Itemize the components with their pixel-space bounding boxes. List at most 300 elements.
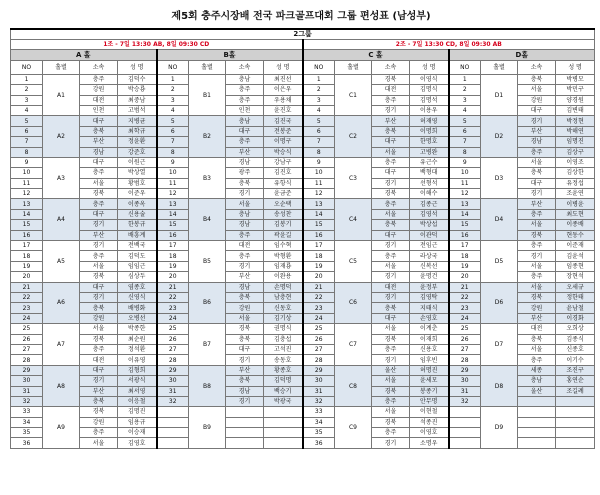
player-no: 29	[449, 365, 481, 375]
player-name: 백형대	[410, 168, 449, 178]
player-name: 이계춘	[410, 324, 449, 334]
player-name: 이병윤	[556, 199, 595, 209]
column-header: 홀별	[43, 60, 80, 74]
player-affiliation: 대구	[518, 178, 556, 188]
player-no: 29	[157, 365, 189, 375]
player-affiliation: 경북	[518, 230, 556, 240]
player-affiliation: 충북	[372, 220, 410, 230]
player-no: 15	[449, 220, 481, 230]
player-affiliation: 대구	[226, 126, 264, 136]
player-name: 윤정부	[410, 282, 449, 292]
player-no: 33	[11, 407, 43, 417]
player-no: 1	[11, 74, 43, 84]
player-name: 김봉기	[264, 220, 303, 230]
player-affiliation: 울산	[518, 386, 556, 396]
hole-label: A9	[43, 407, 80, 449]
player-affiliation: 서울	[372, 324, 410, 334]
player-no: 21	[303, 282, 335, 292]
player-no	[157, 417, 189, 427]
player-no: 3	[11, 95, 43, 105]
player-no: 8	[449, 147, 481, 157]
player-affiliation: 충주	[372, 251, 410, 261]
hole-label: A2	[43, 116, 80, 158]
player-name: 오병선	[118, 313, 157, 323]
player-name: 유정섭	[556, 178, 595, 188]
player-affiliation: 부산	[80, 386, 118, 396]
player-affiliation: 경남	[518, 137, 556, 147]
player-name: 이종배	[556, 220, 595, 230]
player-no: 16	[303, 230, 335, 240]
player-no: 6	[11, 126, 43, 136]
player-affiliation: 대전	[372, 85, 410, 95]
player-affiliation: 부산	[80, 230, 118, 240]
player-name: 고범석	[118, 105, 157, 115]
hole-label: B3	[189, 157, 226, 199]
player-affiliation: 부산	[518, 126, 556, 136]
table-row	[11, 365, 595, 375]
player-affiliation: 서울	[80, 438, 118, 448]
player-name: 김명진	[118, 407, 157, 417]
player-no: 30	[303, 376, 335, 386]
player-affiliation: 충주	[80, 344, 118, 354]
hole-label: A6	[43, 282, 80, 324]
player-affiliation: 대구	[372, 168, 410, 178]
player-no: 34	[11, 417, 43, 427]
player-name: 강준호	[118, 147, 157, 157]
document-title: 제5회 충주시장배 전국 파크골프대회 그룹 편성표 (남성부)	[171, 11, 431, 22]
hole-label: C3	[335, 157, 372, 199]
player-affiliation: 충주	[518, 355, 556, 365]
player-name: 신복선	[410, 261, 449, 271]
player-no: 23	[303, 303, 335, 313]
course-c-header: C 홀	[303, 50, 449, 60]
player-no	[449, 428, 481, 438]
player-name: 손명덕	[264, 282, 303, 292]
player-no: 23	[157, 303, 189, 313]
player-no: 28	[157, 355, 189, 365]
player-no: 18	[303, 251, 335, 261]
player-affiliation: 충북	[226, 334, 264, 344]
player-no: 35	[303, 428, 335, 438]
player-no: 3	[449, 95, 481, 105]
player-no: 32	[449, 396, 481, 406]
player-name: 이영호	[410, 428, 449, 438]
player-name: 김윤석	[556, 251, 595, 261]
player-no: 26	[11, 334, 43, 344]
player-affiliation: 경기	[80, 241, 118, 251]
player-name: 손영호	[410, 313, 449, 323]
player-name: 장현석	[556, 272, 595, 282]
group-table	[10, 28, 595, 449]
player-name: 허명진	[410, 365, 449, 375]
player-no: 20	[157, 272, 189, 282]
player-name: 남충현	[264, 292, 303, 302]
player-no	[157, 428, 189, 438]
player-name: 이영식	[410, 74, 449, 84]
column-header: 홀별	[335, 60, 372, 74]
player-no: 24	[303, 313, 335, 323]
player-no: 16	[449, 230, 481, 240]
player-affiliation: 경남	[226, 282, 264, 292]
player-affiliation: 서울	[372, 209, 410, 219]
hole-label: C9	[335, 407, 372, 449]
player-no	[449, 417, 481, 427]
player-affiliation: 충주	[80, 74, 118, 84]
player-no: 15	[11, 220, 43, 230]
table-row	[11, 241, 595, 251]
player-no: 9	[303, 157, 335, 167]
player-name: 박민구	[556, 85, 595, 95]
player-name: 최순원	[118, 334, 157, 344]
player-affiliation: 서울	[372, 376, 410, 386]
player-affiliation: 경기	[518, 251, 556, 261]
player-affiliation: 충남	[518, 376, 556, 386]
player-affiliation: 충주	[80, 428, 118, 438]
player-no: 27	[157, 344, 189, 354]
hole-label: D1	[481, 74, 518, 116]
player-affiliation: 충주	[80, 199, 118, 209]
player-no: 18	[449, 251, 481, 261]
player-no: 7	[449, 137, 481, 147]
player-name: 이명구	[264, 137, 303, 147]
player-no: 7	[11, 137, 43, 147]
player-name: 윤남철	[556, 303, 595, 313]
player-name: 최중남	[118, 95, 157, 105]
player-no: 6	[303, 126, 335, 136]
player-name: 허재영	[410, 116, 449, 126]
player-name: 소명우	[410, 438, 449, 448]
player-affiliation: 대전	[80, 355, 118, 365]
player-no: 26	[449, 334, 481, 344]
player-no: 11	[11, 178, 43, 188]
player-affiliation: 대구	[518, 105, 556, 115]
player-no: 5	[449, 116, 481, 126]
hole-label: D6	[481, 282, 518, 324]
player-name: 이종옥	[118, 199, 157, 209]
player-affiliation: 충주	[226, 137, 264, 147]
player-no: 12	[157, 189, 189, 199]
player-no: 3	[303, 95, 335, 105]
player-affiliation: 충북	[372, 303, 410, 313]
player-name: 송동호	[264, 355, 303, 365]
player-name: 한봉규	[118, 220, 157, 230]
player-affiliation: 충주	[80, 251, 118, 261]
player-name: 전백국	[118, 241, 157, 251]
player-name: 이응철	[118, 396, 157, 406]
player-no: 22	[449, 292, 481, 302]
player-name	[264, 428, 303, 438]
hole-label: B4	[189, 199, 226, 241]
player-name: 김명석	[410, 95, 449, 105]
player-no: 18	[157, 251, 189, 261]
hole-label: B7	[189, 324, 226, 366]
player-name: 고병완	[410, 147, 449, 157]
hole-label: A1	[43, 74, 80, 116]
player-affiliation: 충북	[518, 74, 556, 84]
player-affiliation: 부산	[518, 313, 556, 323]
player-name: 지태식	[410, 303, 449, 313]
player-name: 현동수	[556, 230, 595, 240]
player-no	[449, 407, 481, 417]
player-affiliation: 충북	[80, 396, 118, 406]
player-no: 36	[303, 438, 335, 448]
player-no: 28	[11, 355, 43, 365]
player-affiliation: 광주	[226, 168, 264, 178]
hole-label: A4	[43, 199, 80, 241]
player-name: 조진구	[556, 365, 595, 375]
player-affiliation: 경기	[372, 355, 410, 365]
player-affiliation: 충주	[226, 251, 264, 261]
player-name: 이유영	[118, 355, 157, 365]
hole-label: D3	[481, 157, 518, 199]
player-affiliation: 충주	[372, 428, 410, 438]
player-affiliation: 경북	[372, 417, 410, 427]
player-name: 김기상	[264, 313, 303, 323]
player-name: 오순택	[264, 199, 303, 209]
player-no: 14	[303, 209, 335, 219]
player-affiliation: 충주	[518, 241, 556, 251]
player-affiliation: 충북	[80, 126, 118, 136]
player-affiliation: 충주	[518, 147, 556, 157]
player-no: 8	[303, 147, 335, 157]
player-name: 오세규	[556, 282, 595, 292]
player-no: 16	[157, 230, 189, 240]
player-affiliation: 경남	[226, 220, 264, 230]
player-name: 고석진	[264, 344, 303, 354]
player-no: 17	[11, 241, 43, 251]
player-affiliation: 부산	[372, 116, 410, 126]
player-name	[264, 417, 303, 427]
player-no: 21	[449, 282, 481, 292]
time-label-2: 2조 - 7일 13:30 CD, 8일 09:30 AB	[303, 40, 595, 50]
player-no: 9	[449, 157, 481, 167]
hole-label: B5	[189, 241, 226, 283]
player-name: 유근수	[410, 157, 449, 167]
player-name: 황범호	[118, 178, 157, 188]
player-no: 20	[303, 272, 335, 282]
player-no: 2	[303, 85, 335, 95]
player-name: 전봉준	[264, 126, 303, 136]
player-name: 양경원	[556, 95, 595, 105]
player-name	[556, 428, 595, 438]
player-affiliation: 경기	[518, 116, 556, 126]
column-header: 소속	[226, 60, 264, 74]
player-name: 이용우	[410, 105, 449, 115]
player-no: 31	[303, 386, 335, 396]
player-no: 5	[157, 116, 189, 126]
player-name: 윤진호	[264, 105, 303, 115]
player-affiliation: 충주	[372, 396, 410, 406]
player-affiliation: 충북	[226, 178, 264, 188]
player-no: 27	[449, 344, 481, 354]
player-affiliation: 충주	[372, 95, 410, 105]
player-name: 이준우	[118, 189, 157, 199]
player-no: 4	[157, 105, 189, 115]
player-no: 26	[157, 334, 189, 344]
column-header: 성 명	[118, 60, 157, 74]
player-affiliation	[518, 438, 556, 448]
player-no: 34	[303, 417, 335, 427]
player-name: 홍연순	[556, 376, 595, 386]
player-affiliation: 충주	[372, 344, 410, 354]
column-header: 소속	[372, 60, 410, 74]
player-no: 14	[157, 209, 189, 219]
player-affiliation: 경북	[80, 189, 118, 199]
column-header: 홀별	[189, 60, 226, 74]
player-no: 4	[11, 105, 43, 115]
player-no: 35	[11, 428, 43, 438]
player-name: 최학규	[118, 126, 157, 136]
player-affiliation: 경남	[226, 157, 264, 167]
player-no: 13	[157, 199, 189, 209]
player-affiliation: 경북	[518, 292, 556, 302]
player-name: 오희상	[556, 324, 595, 334]
player-no: 12	[303, 189, 335, 199]
player-no: 28	[449, 355, 481, 365]
player-no: 1	[157, 74, 189, 84]
player-affiliation: 충북	[372, 126, 410, 136]
hole-label: D2	[481, 116, 518, 158]
player-name: 최서영	[118, 386, 157, 396]
player-affiliation: 경기	[372, 292, 410, 302]
player-affiliation: 충북	[518, 334, 556, 344]
player-name: 곽윤길	[264, 230, 303, 240]
player-affiliation: 대전	[372, 282, 410, 292]
player-name: 염종호	[118, 282, 157, 292]
player-affiliation	[226, 407, 264, 417]
player-affiliation: 경북	[80, 272, 118, 282]
player-affiliation: 서울	[518, 344, 556, 354]
player-affiliation	[226, 438, 264, 448]
table-row	[11, 116, 595, 126]
player-name: 윤세모	[410, 376, 449, 386]
player-no: 19	[449, 261, 481, 271]
table-row	[11, 74, 595, 84]
player-name: 김상한	[556, 168, 595, 178]
player-name: 박승룡	[118, 85, 157, 95]
column-header: 성 명	[264, 60, 303, 74]
player-affiliation: 경기	[372, 241, 410, 251]
player-no: 21	[11, 282, 43, 292]
hole-label: C2	[335, 116, 372, 158]
player-name	[556, 438, 595, 448]
player-no: 17	[303, 241, 335, 251]
course-d-header: D홀	[449, 50, 595, 60]
player-name: 정윤환	[118, 137, 157, 147]
player-affiliation: 충북	[80, 303, 118, 313]
player-affiliation: 경북	[372, 334, 410, 344]
player-no: 29	[303, 365, 335, 375]
player-name: 윤명건	[410, 272, 449, 282]
player-affiliation: 경남	[80, 147, 118, 157]
player-affiliation: 경기	[372, 272, 410, 282]
player-no: 14	[449, 209, 481, 219]
player-no: 5	[303, 116, 335, 126]
player-name: 임종현	[556, 261, 595, 271]
player-name: 김영석	[410, 209, 449, 219]
player-affiliation: 경기	[372, 105, 410, 115]
player-name: 이관덕	[410, 230, 449, 240]
player-affiliation: 경기	[372, 178, 410, 188]
player-name: 최도현	[556, 209, 595, 219]
player-no: 30	[11, 376, 43, 386]
player-no: 6	[157, 126, 189, 136]
player-no: 10	[11, 168, 43, 178]
player-name: 이명희	[410, 126, 449, 136]
player-affiliation: 대구	[372, 230, 410, 240]
player-name: 조길례	[556, 386, 595, 396]
player-name: 박정현	[556, 116, 595, 126]
player-name: 최진선	[264, 74, 303, 84]
player-affiliation: 서울	[372, 147, 410, 157]
player-name: 임재룡	[264, 261, 303, 271]
player-no: 23	[11, 303, 43, 313]
player-name: 이영조	[556, 157, 595, 167]
player-no: 25	[303, 324, 335, 334]
player-no: 11	[157, 178, 189, 188]
player-no: 13	[303, 199, 335, 209]
player-no: 7	[157, 137, 189, 147]
player-name: 라상국	[410, 251, 449, 261]
player-no: 23	[449, 303, 481, 313]
hole-label: B8	[189, 365, 226, 407]
player-affiliation: 서울	[518, 85, 556, 95]
player-affiliation: 충북	[226, 292, 264, 302]
player-no: 25	[157, 324, 189, 334]
hole-label: D7	[481, 324, 518, 366]
time-label-1: 1조 - 7일 13:30 AB, 8일 09:30 CD	[11, 40, 303, 50]
player-name	[264, 407, 303, 417]
column-header: 성 명	[556, 60, 595, 74]
player-affiliation: 경북	[80, 334, 118, 344]
player-no: 33	[303, 407, 335, 417]
player-affiliation: 대구	[372, 313, 410, 323]
player-affiliation: 인천	[226, 105, 264, 115]
player-no: 24	[449, 313, 481, 323]
player-no: 1	[303, 74, 335, 84]
hole-label: C8	[335, 365, 372, 407]
player-affiliation: 서울	[518, 157, 556, 167]
player-name: 이원근	[118, 157, 157, 167]
player-no: 7	[303, 137, 335, 147]
player-affiliation: 부산	[226, 272, 264, 282]
player-no: 31	[11, 386, 43, 396]
player-no: 20	[449, 272, 481, 282]
player-name: 권명식	[264, 324, 303, 334]
column-header: 소속	[80, 60, 118, 74]
player-no: 11	[449, 178, 481, 188]
player-affiliation	[518, 428, 556, 438]
player-affiliation: 경기	[226, 261, 264, 271]
column-header: NO	[157, 60, 189, 74]
document-page	[10, 6, 592, 449]
player-affiliation: 경북	[372, 386, 410, 396]
player-affiliation: 부산	[226, 147, 264, 157]
player-no: 2	[449, 85, 481, 95]
table-row	[11, 282, 595, 292]
player-no: 22	[157, 292, 189, 302]
player-name: 안무명	[410, 396, 449, 406]
player-name: 박상섭	[410, 220, 449, 230]
player-name: 김종근	[410, 199, 449, 209]
player-affiliation: 경북	[226, 324, 264, 334]
player-no: 4	[449, 105, 481, 115]
hole-label: C4	[335, 199, 372, 241]
player-name	[264, 438, 303, 448]
player-affiliation: 서울	[518, 282, 556, 292]
table-row	[11, 157, 595, 167]
player-affiliation: 경기	[226, 355, 264, 365]
